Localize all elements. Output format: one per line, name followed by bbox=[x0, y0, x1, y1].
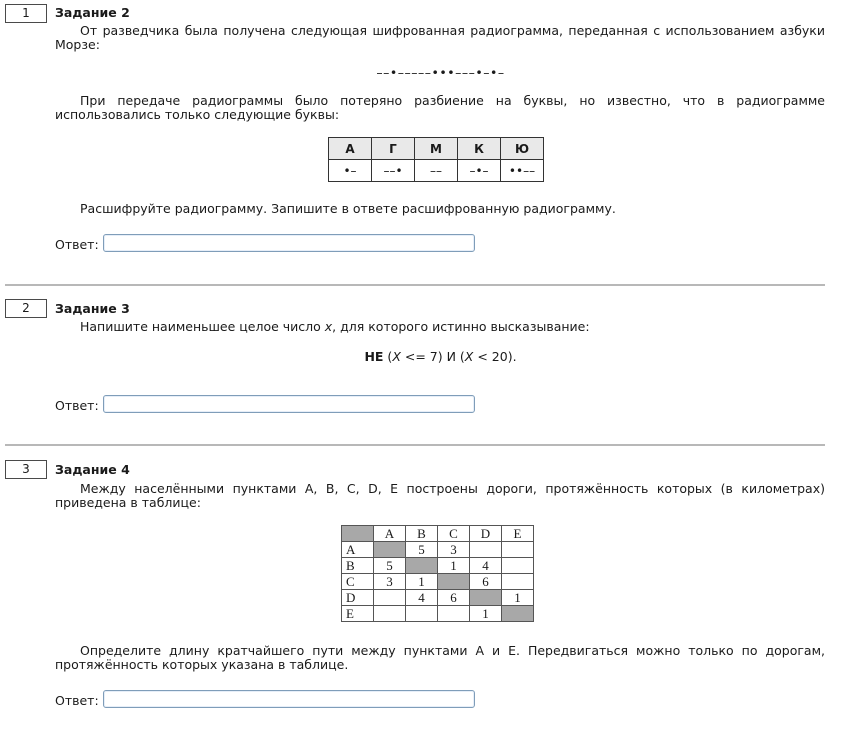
row-header-cell: B bbox=[342, 558, 374, 574]
expr-variable: X bbox=[392, 349, 401, 364]
table-corner-cell bbox=[342, 526, 374, 542]
table-header-cell: Г bbox=[372, 138, 415, 160]
table-row bbox=[342, 590, 534, 606]
table-cell bbox=[470, 590, 502, 606]
table-cell: 6 bbox=[470, 574, 502, 590]
variable-name: x bbox=[324, 319, 333, 334]
morse-message: ––•–––––•••–––•–•– bbox=[376, 65, 505, 80]
row-header-cell: C bbox=[342, 574, 374, 590]
table-header-cell: E bbox=[502, 526, 534, 542]
table-cell: •– bbox=[329, 160, 372, 182]
table-cell: –•– bbox=[458, 160, 501, 182]
table-cell bbox=[438, 574, 470, 590]
table-header-cell: М bbox=[415, 138, 458, 160]
intro-text: Напишите наименьшее целое число bbox=[80, 319, 325, 334]
table-cell bbox=[374, 606, 406, 622]
table-cell: 4 bbox=[406, 590, 438, 606]
task-intro: Между населёнными пунктами A, B, C, D, E построены дороги, протяжённость которых (в километрах) приведена в таблице: bbox=[55, 481, 825, 510]
task-title: Задание 4 bbox=[55, 462, 130, 477]
table-row bbox=[342, 606, 534, 622]
expr-part: <= 7) И ( bbox=[400, 349, 465, 364]
row-header-cell: A bbox=[342, 542, 374, 558]
table-cell bbox=[374, 542, 406, 558]
task-title: Задание 2 bbox=[55, 5, 130, 20]
table-header-cell: К bbox=[458, 138, 501, 160]
table-cell: 3 bbox=[374, 574, 406, 590]
table-cell: 5 bbox=[406, 542, 438, 558]
answer-label: Ответ: bbox=[55, 398, 99, 413]
expr-part: < 20). bbox=[473, 349, 517, 364]
answer-label: Ответ: bbox=[55, 237, 99, 252]
task-number: 1 bbox=[5, 4, 47, 23]
table-row bbox=[342, 558, 534, 574]
divider bbox=[5, 444, 825, 446]
table-cell: 1 bbox=[438, 558, 470, 574]
task-intro: От разведчика была получена следующая шифрованная радиограмма, переданная с использованием азбуки Морзе: bbox=[55, 23, 825, 52]
task-title: Задание 3 bbox=[55, 301, 130, 316]
table-header-cell: A bbox=[374, 526, 406, 542]
table-cell: 3 bbox=[438, 542, 470, 558]
table-row bbox=[342, 542, 534, 558]
task-question: Расшифруйте радиограмму. Запишите в ответе расшифрованную радиограмму. bbox=[80, 201, 616, 216]
table-cell: 5 bbox=[374, 558, 406, 574]
task-question: Определите длину кратчайшего пути между пунктами A и E. Передвигаться можно только по дорогам, протяжённость которых указана в таблице. bbox=[55, 643, 825, 672]
table-cell: ••–– bbox=[501, 160, 544, 182]
answer-input[interactable] bbox=[103, 234, 475, 252]
table-header-cell: D bbox=[470, 526, 502, 542]
table-cell: 6 bbox=[438, 590, 470, 606]
table-header-cell: Ю bbox=[501, 138, 544, 160]
distance-table bbox=[341, 525, 534, 622]
table-cell bbox=[374, 590, 406, 606]
table-cell bbox=[502, 558, 534, 574]
table-cell bbox=[470, 542, 502, 558]
expr-part: ( bbox=[383, 349, 393, 364]
table-header-cell: А bbox=[329, 138, 372, 160]
table-header-cell: B bbox=[406, 526, 438, 542]
table-cell bbox=[438, 606, 470, 622]
expr-keyword: НЕ bbox=[364, 349, 384, 364]
table-row bbox=[342, 574, 534, 590]
table-cell bbox=[502, 606, 534, 622]
row-header-cell: E bbox=[342, 606, 374, 622]
answer-input[interactable] bbox=[103, 690, 475, 708]
answer-label: Ответ: bbox=[55, 693, 99, 708]
logic-expression bbox=[10, 349, 861, 364]
morse-table bbox=[328, 137, 544, 182]
intro-text: , для которого истинно высказывание: bbox=[332, 319, 590, 334]
divider bbox=[5, 284, 825, 286]
table-cell bbox=[502, 542, 534, 558]
table-cell: ––• bbox=[372, 160, 415, 182]
table-cell: 1 bbox=[502, 590, 534, 606]
task-intro bbox=[55, 320, 825, 334]
row-header-cell: D bbox=[342, 590, 374, 606]
table-cell: 1 bbox=[406, 574, 438, 590]
answer-input[interactable] bbox=[103, 395, 475, 413]
table-cell bbox=[406, 558, 438, 574]
task-number: 2 bbox=[5, 299, 47, 318]
table-cell bbox=[502, 574, 534, 590]
table-cell: –– bbox=[415, 160, 458, 182]
task-number: 3 bbox=[5, 460, 47, 479]
table-cell bbox=[406, 606, 438, 622]
expr-variable: X bbox=[464, 349, 474, 364]
task-text: При передаче радиограммы было потеряно разбиение на буквы, но известно, что в радиограмме использовались только следующие буквы: bbox=[55, 93, 825, 122]
table-cell: 4 bbox=[470, 558, 502, 574]
table-cell: 1 bbox=[470, 606, 502, 622]
table-header-cell: C bbox=[438, 526, 470, 542]
